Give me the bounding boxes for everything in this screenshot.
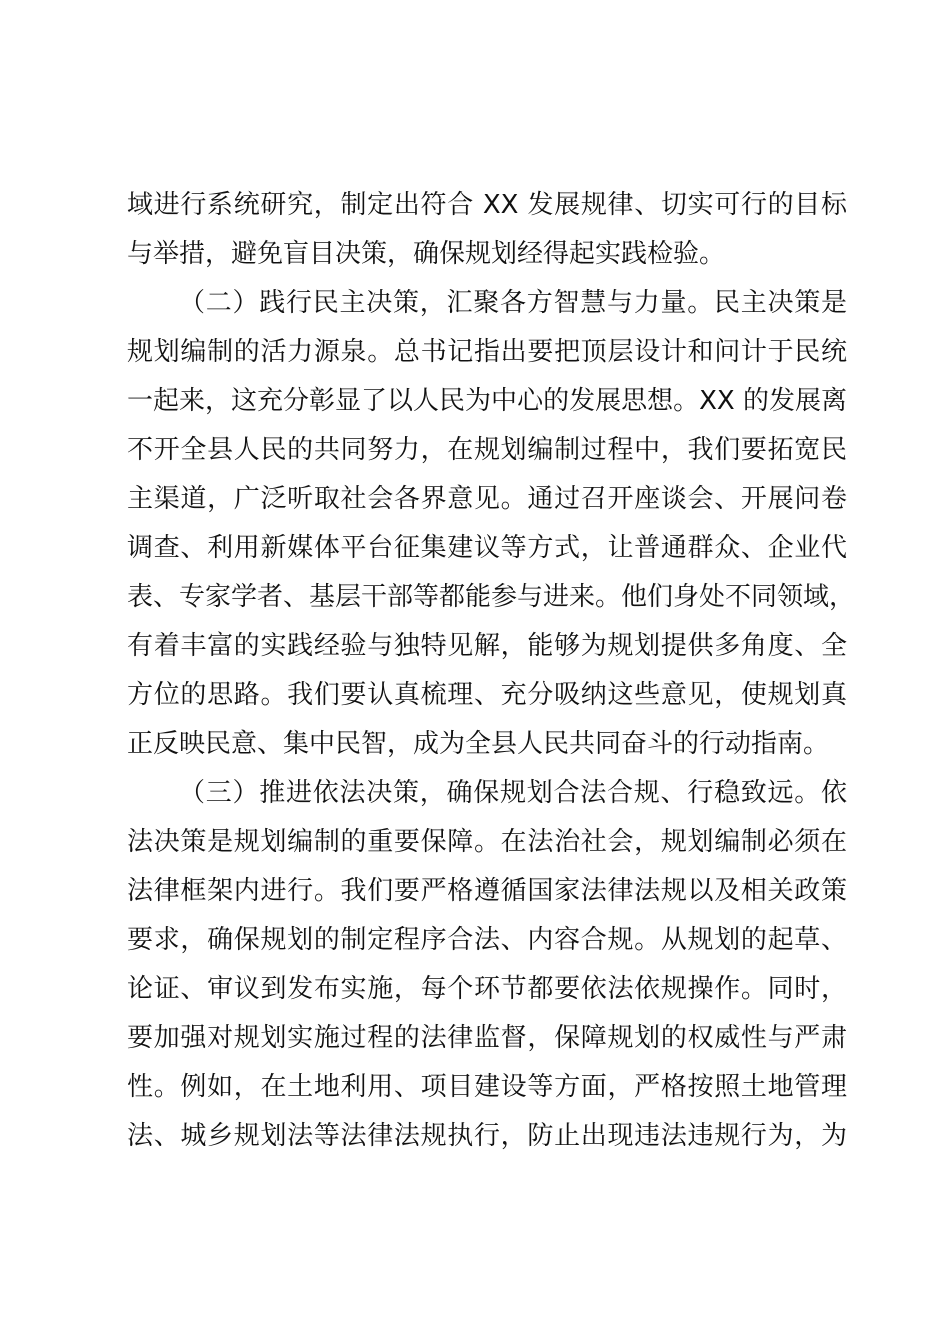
text-line: 域进行系统研究，制定出符合 XX 发展规律、切实可行的目标	[127, 190, 847, 220]
text-line: 表、专家学者、基层干部等都能参与进来。他们身处不同领域，	[127, 582, 856, 612]
text-line: 要求，确保规划的制定程序合法、内容合规。从规划的起草、	[127, 925, 847, 955]
text-line: 主渠道，广泛听取社会各界意见。通过召开座谈会、开展问卷	[127, 484, 847, 514]
paragraph-democratic-decision	[127, 279, 856, 769]
text-line: 法律框架内进行。我们要严格遵循国家法律法规以及相关政策	[127, 876, 847, 906]
paragraph-continuation	[127, 181, 847, 279]
text-line: 正反映民意、集中民智，成为全县人民共同奋斗的行动指南。	[127, 729, 830, 759]
text-line: 方位的思路。我们要认真梳理、充分吸纳这些意见，使规划真	[127, 680, 847, 710]
text-line: （三）推进依法决策，确保规划合法合规、行稳致远。依	[179, 778, 847, 808]
text-line: 不开全县人民的共同努力，在规划编制过程中，我们要拓宽民	[127, 435, 847, 465]
text-line: 要加强对规划实施过程的法律监督，保障规划的权威性与严肃	[127, 1023, 847, 1053]
text-line: 与举措，避免盲目决策，确保规划经得起实践检验。	[127, 239, 726, 269]
text-line: 法决策是规划编制的重要保障。在法治社会，规划编制必须在	[127, 827, 847, 857]
text-line: 论证、审议到发布实施，每个环节都要依法依规操作。同时，	[127, 974, 847, 1004]
text-line: 调查、利用新媒体平台征集建议等方式，让普通群众、企业代	[127, 533, 847, 563]
text-line: （二）践行民主决策，汇聚各方智慧与力量。民主决策是	[179, 288, 847, 318]
text-line: 规划编制的活力源泉。总书记指出要把顶层设计和问计于民统	[127, 337, 847, 367]
paragraph-lawful-decision	[127, 769, 847, 1161]
text-line: 性。例如，在土地利用、项目建设等方面，严格按照土地管理	[127, 1072, 847, 1102]
text-line: 法、城乡规划法等法律法规执行，防止出现违法违规行为，为	[127, 1121, 847, 1151]
text-line: 一起来，这充分彰显了以人民为中心的发展思想。XX 的发展离	[127, 386, 847, 416]
document-body	[127, 181, 856, 1161]
text-line: 有着丰富的实践经验与独特见解，能够为规划提供多角度、全	[127, 631, 847, 661]
